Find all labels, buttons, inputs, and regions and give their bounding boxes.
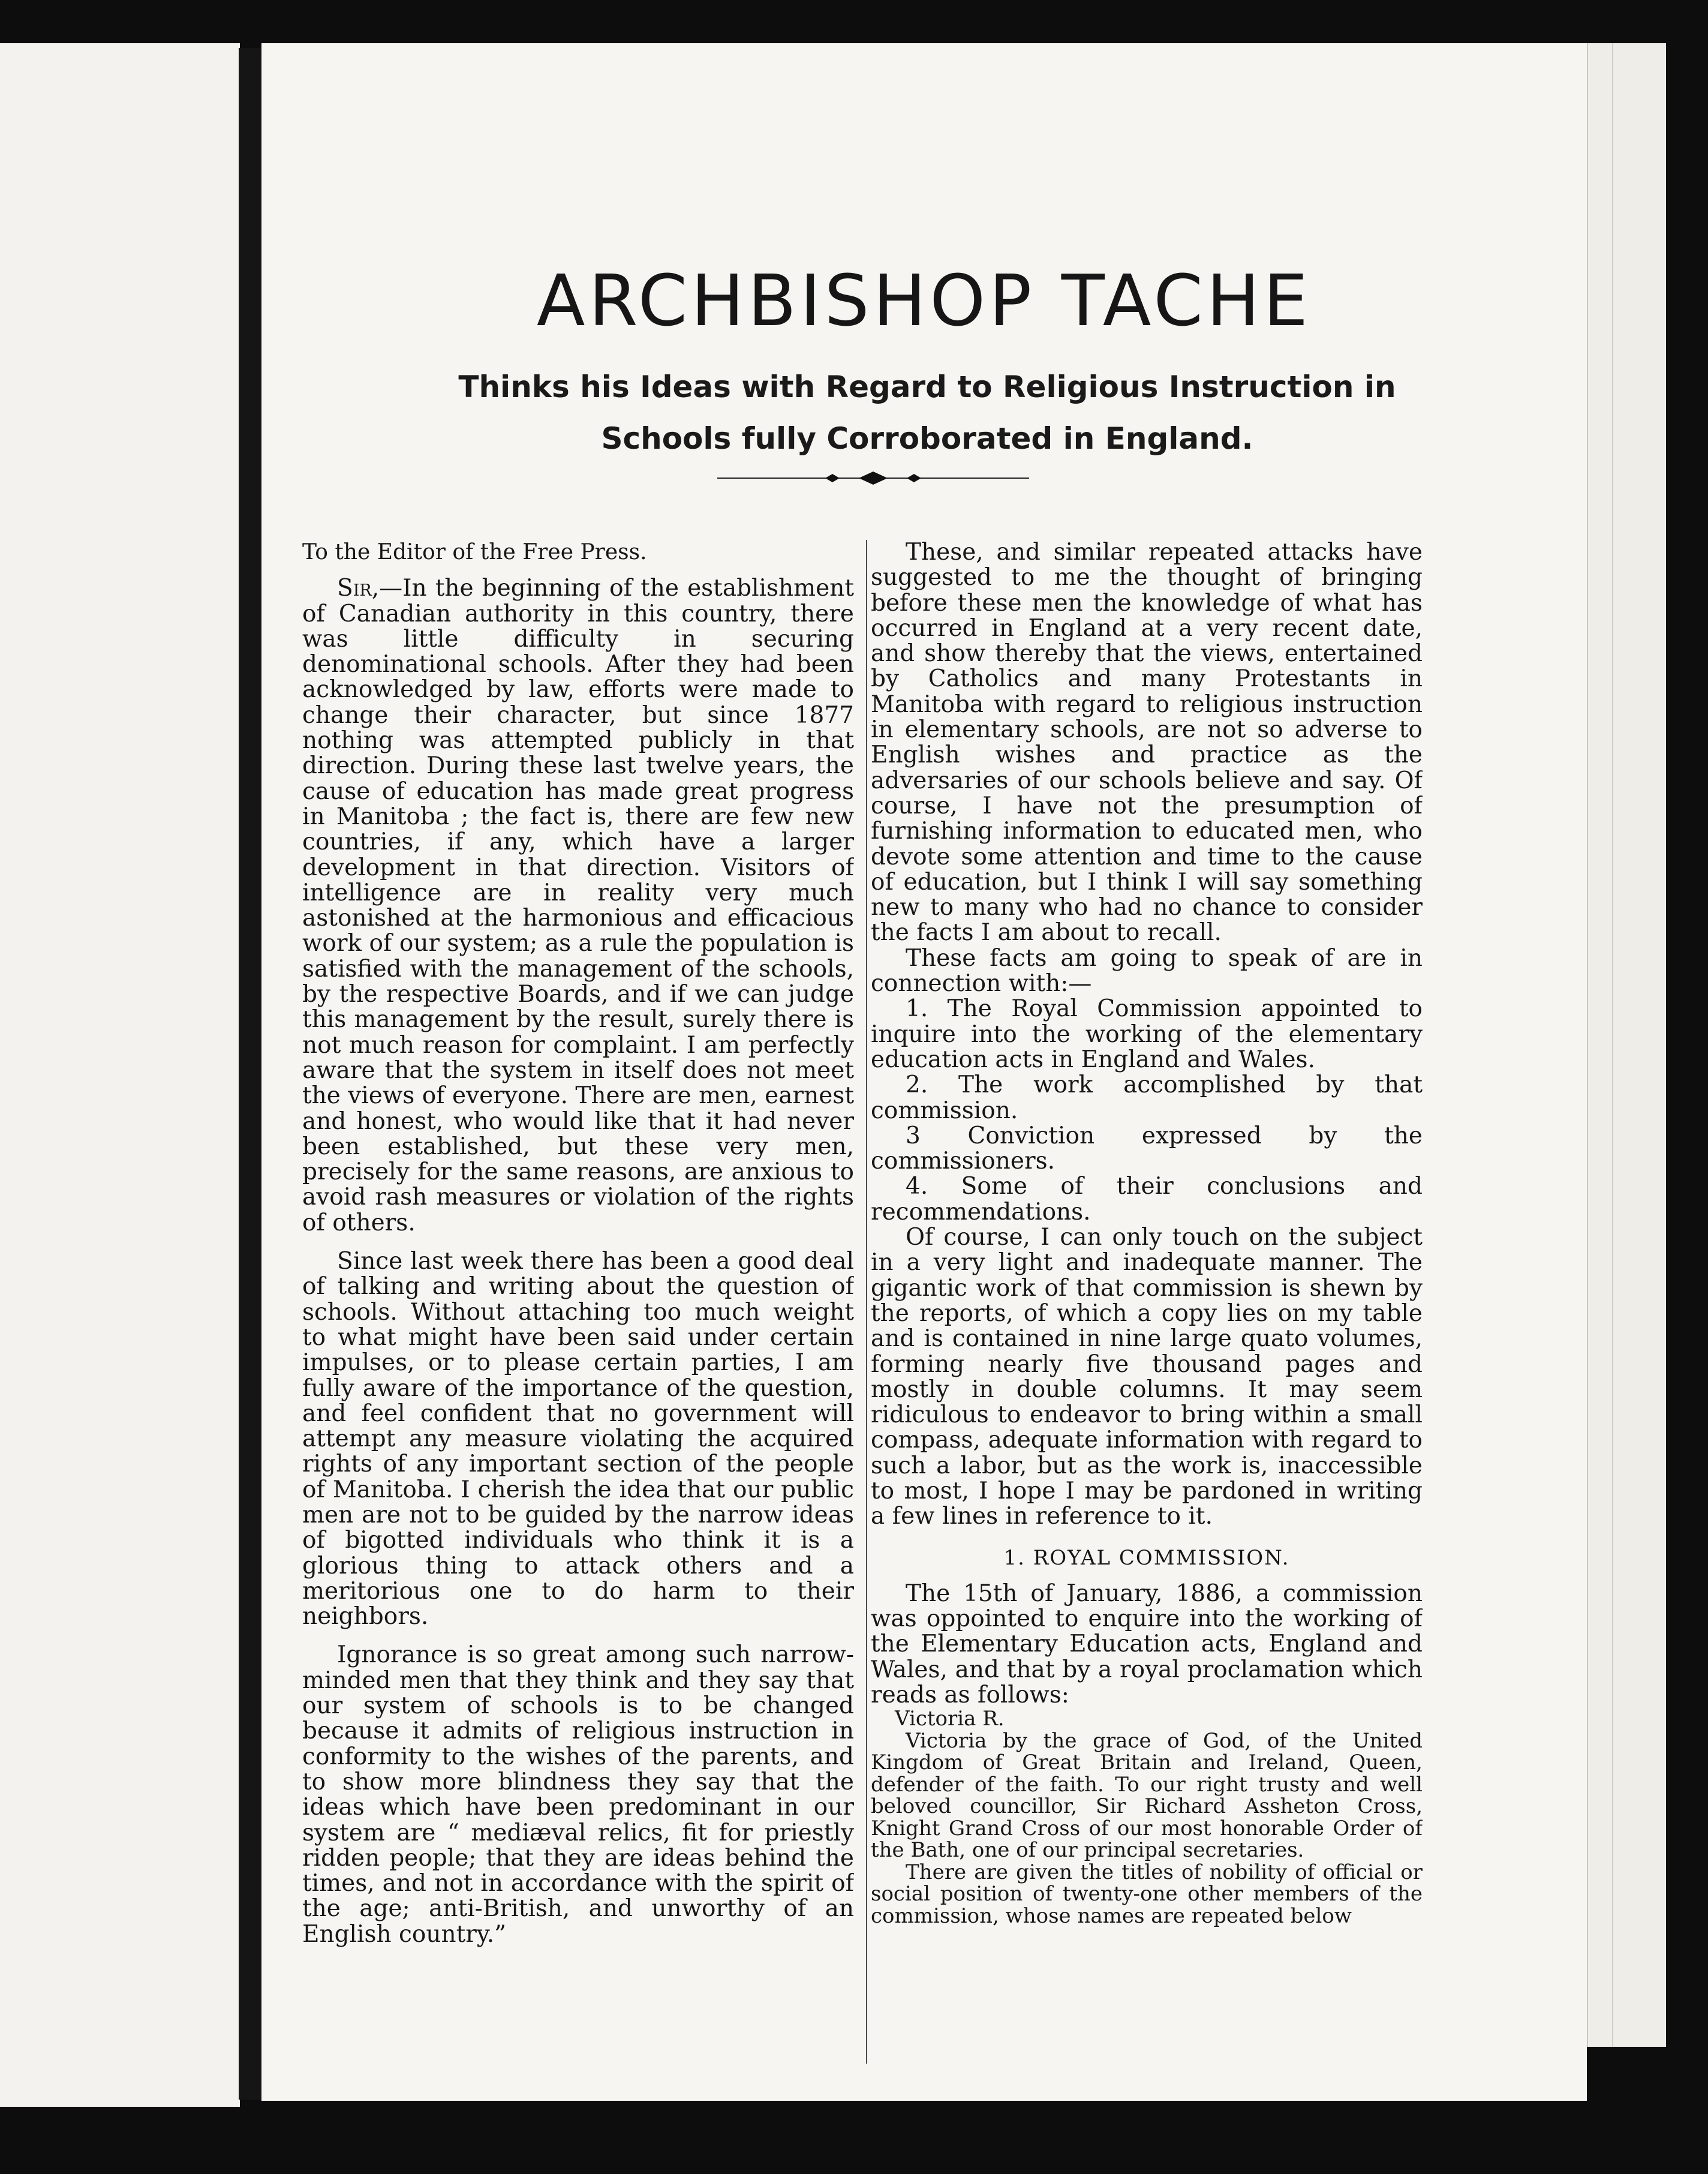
text-column-left	[302, 540, 854, 2076]
salutation: To the Editor of the Free Press.	[302, 540, 647, 564]
proclamation-text: There are given the titles of nobility of official or social position of twenty-one other members of the commission, whose names are repeated below	[871, 1860, 1423, 1928]
paragraph: These facts am going to speak of are in connection with:—	[871, 944, 1423, 998]
paragraph: Since last week there has been a good deal of talking and writing about the question of schools. Without attaching too much weight to what might have been said under certain impulses, or to please certain parties, I am fully aware of the importance of the question, and feel confident that no government will attempt any measure violating the acquired rights of any important section of the people of Manitoba. I cherish the idea that our public men are not to be guided by the narrow ideas of bigotted individuals who think it is a glorious thing to attack others and a meritorious one to do harm to their neighbors.	[302, 1248, 854, 1630]
facing-page-edge	[0, 43, 240, 2107]
ornamental-rule-icon	[717, 469, 1029, 487]
column-divider	[866, 540, 867, 2064]
newspaper-page	[261, 43, 1587, 2101]
list-item: 4. Some of their conclusions and recommendations.	[871, 1173, 1423, 1226]
headline: ARCHBISHOP TACHE	[536, 259, 1312, 342]
opening-word: Sir,	[337, 575, 380, 602]
subheadline-line-2: Schools fully Corroborated in England.	[601, 421, 1253, 456]
proclamation-signature: Victoria R.	[895, 1707, 1005, 1731]
list-item: 1. The Royal Commission appointed to inquire into the working of the elementary education acts in England and Wales.	[871, 995, 1423, 1073]
subheadline-line-1: Thinks his Ideas with Regard to Religious Instruction in	[458, 370, 1396, 404]
section-heading: 1. ROYAL COMMISSION.	[1003, 1545, 1290, 1570]
paragraph: Sir,—In the beginning of the establishment of Canadian authority in this country, there was little difficulty in securing denominational schools. After they had been acknowledged by law, efforts were made to change their character, but since 1877 nothing was attempted publicly in that direction. During these last twelve years, the cause of education has made great progress in Manitoba ; the fact is, there are few new countries, if any, which have a larger development in that direction. Visitors of intelligence are in reality very much astonished at the harmonious and efficacious work of our system; as a rule the population is satisfied with the management of the schools, by the respective Boards, and if we can judge this management by the result, surely there is not much reason for complaint. I am perfectly aware that the system in itself does not meet the views of everyone. There are men, earnest and honest, who would like that it had never been established, but these very men, precisely for the same reasons, are anxious to avoid rash measures or violation of the rights of others.	[302, 575, 854, 1236]
page-edges-right	[1587, 43, 1666, 2047]
list-item: 3 Conviction expressed by the commissioners.	[871, 1122, 1423, 1175]
paragraph: The 15th of January, 1886, a commission was oppointed to enquire into the working of the Elementary Education acts, England and Wales, and that by a royal proclamation which reads as follows:	[871, 1580, 1423, 1709]
paragraph: Ignorance is so great among such narrow-minded men that they think and they say that our system of schools is to be changed because it admits of religious instruction in conformity to the wishes of the parents, and to show more blindness they say that the ideas which have been predominant in our system are “ mediæval relics, fit for priestly ridden people; that they are ideas behind the times, and not in accordance with the spirit of the age; anti-British, and unworthy of an English country.”	[302, 1641, 854, 1948]
text-column-right	[871, 540, 1423, 2076]
list-item: 2. The work accomplished by that commission.	[871, 1071, 1423, 1124]
paragraph: Of course, I can only touch on the subject in a very light and inadequate manner. The gigantic work of that commission is shewn by the reports, of which a copy lies on my table and is contained in nine large quato volumes, forming nearly five thousand pages and mostly in double columns. It may seem ridiculous to endeavor to bring within a small compass, adequate information with regard to such a labor, but as the work is, inaccessible to most, I hope I may be pardoned in writing a few lines in reference to it.	[871, 1224, 1423, 1530]
subheadline	[333, 361, 1521, 464]
paragraph: These, and similar repeated attacks have suggested to me the thought of bringing before these men the knowledge of what has occurred in England at a very recent date, and show thereby that the views, entertained by Catholics and many Protestants in Manitoba with regard to religious instruction in elementary schools, are not so adverse to English wishes and practice as the adversaries of our schools believe and say. Of course, I have not the presumption of furnishing information to educated men, who devote some attention and time to the cause of education, but I think I will say something new to many who had no chance to consider the facts I am about to recall.	[871, 540, 1423, 947]
proclamation-text: Victoria by the grace of God, of the United Kingdom of Great Britain and Ireland, Queen, defender of the faith. To our right trusty and well beloved councillor, Sir Richard Assheton Cross, Knight Grand Cross of our most honorable Order of the Bath, one of our principal secretaries.	[871, 1728, 1423, 1863]
